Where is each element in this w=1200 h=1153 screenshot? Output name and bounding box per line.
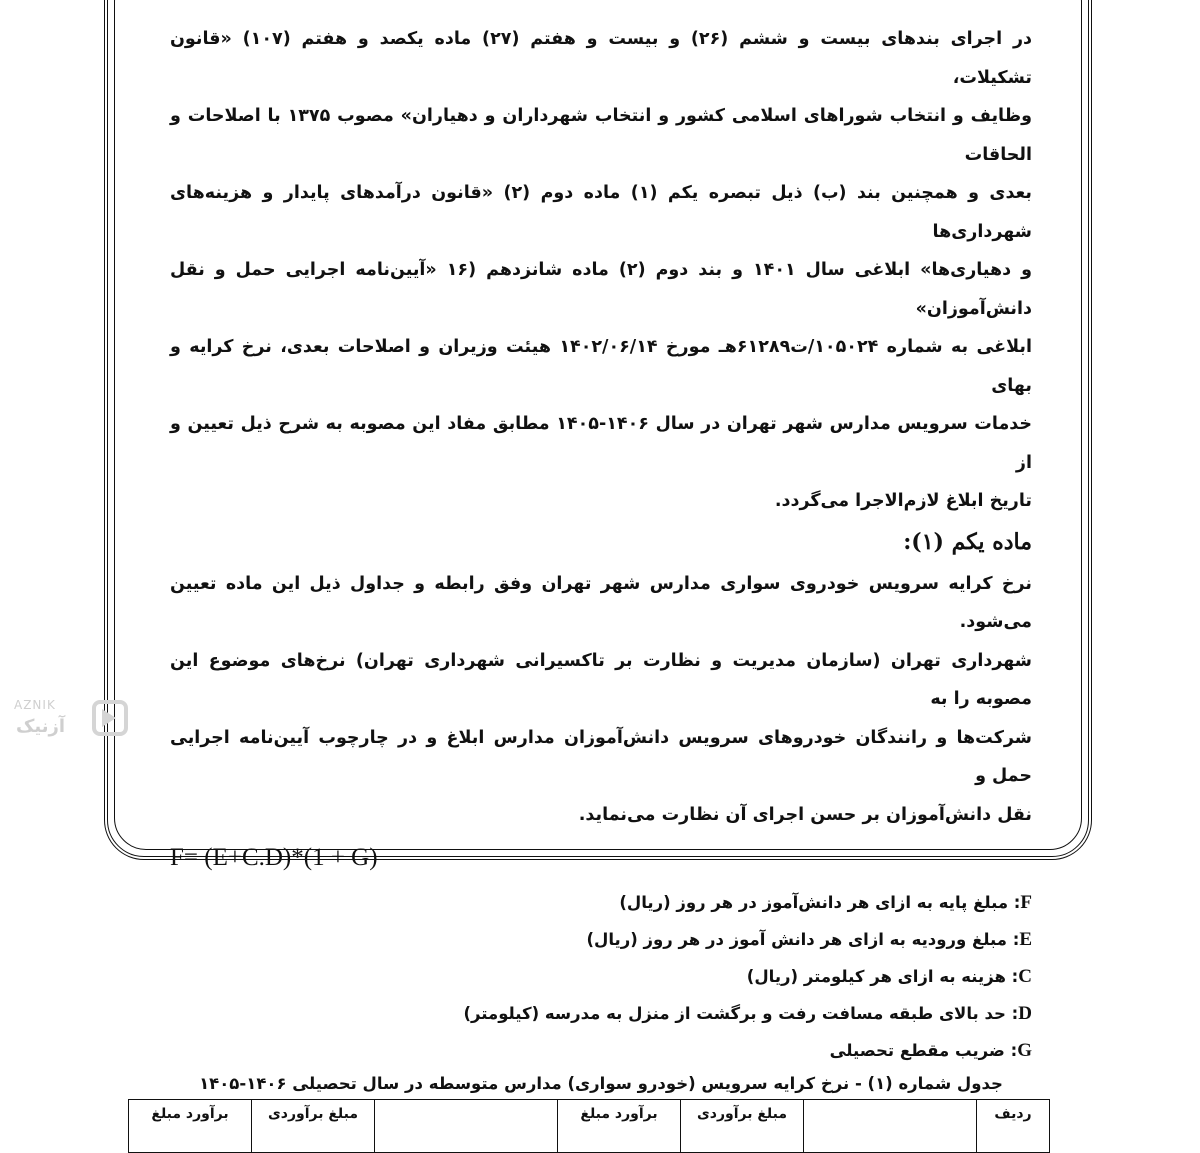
definition-text: مبلغ ورودیه به ازای هر دانش آموز در هر روز (ریال) (586, 930, 1007, 949)
definition-symbol: D (1018, 1003, 1032, 1024)
table-header-cell: مبلغ برآوردی (252, 1100, 375, 1153)
article-line: نقل دانش‌آموزان بر حسن اجرای آن نظارت می‌نماید. (578, 804, 1032, 825)
article-line: شرکت‌ها و رانندگان خودروهای سرویس دانش‌آموزان مدارس ابلاغ و در چارچوب آیین‌نامه اجرایی حمل و (170, 727, 1032, 786)
intro-line: وظایف و انتخاب شوراهای اسلامی کشور و انتخاب شهرداران و دهیاران» مصوب ۱۳۷۵ با اصلاحات و الحاقات (170, 106, 1032, 165)
definition-text: ضریب مقطع تحصیلی (829, 1041, 1005, 1060)
document-page (151, 20, 1033, 1122)
definition-symbol: F (1020, 892, 1032, 913)
intro-line: خدمات سرویس مدارس شهر تهران در سال ۱۴۰۶-۱۴۰۵ مطابق مفاد این مصوبه به شرح ذیل تعیین و از (170, 414, 1032, 473)
table-header-cell (804, 1100, 977, 1153)
table-header-cell: مبلغ برآوردی (681, 1100, 804, 1153)
table-header-row (129, 1100, 1050, 1153)
intro-line: در اجرای بندهای بیست و ششم (۲۶) و بیست و هفتم (۲۷) ماده یکصد و هفتم (۱۰۷) «قانون تشکیلات، (170, 29, 1033, 88)
definition-symbol: E (1019, 929, 1032, 950)
play-icon (92, 700, 128, 736)
formula-definitions (170, 884, 1032, 1069)
watermark-logo (6, 694, 130, 750)
table-header-cell: برآورد مبلغ (129, 1100, 252, 1153)
table-header-cell: برآورد مبلغ (558, 1100, 681, 1153)
fare-formula: F= (E+C.D)*(1 + G) (170, 844, 378, 871)
intro-line: بعدی و همچنین بند (ب) ذیل تبصره یکم (۱) ماده دوم (۲) «قانون درآمدهای پایدار و هزینه‌های شهرداری‌ها (170, 183, 1032, 242)
article-line: نرخ کرایه سرویس خودروی سواری مدارس شهر تهران وفق رابطه و جداول ذیل این ماده تعیین می‌شود. (170, 573, 1032, 632)
intro-paragraph (170, 20, 1032, 521)
table-caption: جدول شماره (۱) - نرخ کرایه سرویس (خودرو سواری) مدارس متوسطه در سال تحصیلی ۱۴۰۶-۱۴۰۵ (199, 1074, 1003, 1093)
intro-line: تاریخ ابلاغ لازم‌الاجرا می‌گردد. (774, 491, 1032, 511)
intro-line: ابلاغی به شماره ۱۰۵۰۲۴/ت۶۱۲۸۹هـ مورخ ۱۴۰۲/۰۶/۱۴ هیئت وزیران و اصلاحات بعدی، نرخ کرایه و بهای (170, 337, 1032, 396)
definition-text: هزینه به ازای هر کیلومتر (ریال) (746, 967, 1006, 986)
definition-item: G: ضریب مقطع تحصیلی (829, 1040, 1032, 1061)
intro-line: و دهیاری‌ها» ابلاغی سال ۱۴۰۱ و بند دوم (۲) ماده شانزدهم (۱۶ «آیین‌نامه اجرایی حمل و نقل دانش‌آموزان» (170, 260, 1032, 319)
watermark-persian: آزنیک (16, 716, 66, 737)
article-paragraph (170, 565, 1032, 835)
definition-symbol: G (1017, 1040, 1032, 1061)
definition-item: D: حد بالای طبقه مسافت رفت و برگشت از منزل به مدرسه (کیلومتر) (463, 1003, 1032, 1024)
table-header-cell: ردیف (977, 1100, 1050, 1153)
definition-item: F: مبلغ پایه به ازای هر دانش‌آموز در هر روز (ریال) (619, 892, 1032, 913)
watermark-latin: AZNIK (14, 698, 56, 712)
fare-table (128, 1099, 1050, 1153)
definition-item: C: هزینه به ازای هر کیلومتر (ریال) (746, 966, 1032, 987)
article-line: شهرداری تهران (سازمان مدیریت و نظارت بر تاکسیرانی شهرداری تهران) نرخ‌های موضوع این مصوبه را به (170, 650, 1032, 709)
table-header-cell (375, 1100, 558, 1153)
definition-item: E: مبلغ ورودیه به ازای هر دانش آموز در هر روز (ریال) (586, 929, 1032, 950)
definition-text: مبلغ پایه به ازای هر دانش‌آموز در هر روز (ریال) (619, 893, 1009, 912)
article-title: ماده یکم (۱): (903, 528, 1032, 555)
definition-text: حد بالای طبقه مسافت رفت و برگشت از منزل به مدرسه (کیلومتر) (463, 1004, 1006, 1023)
definition-symbol: C (1018, 966, 1032, 987)
